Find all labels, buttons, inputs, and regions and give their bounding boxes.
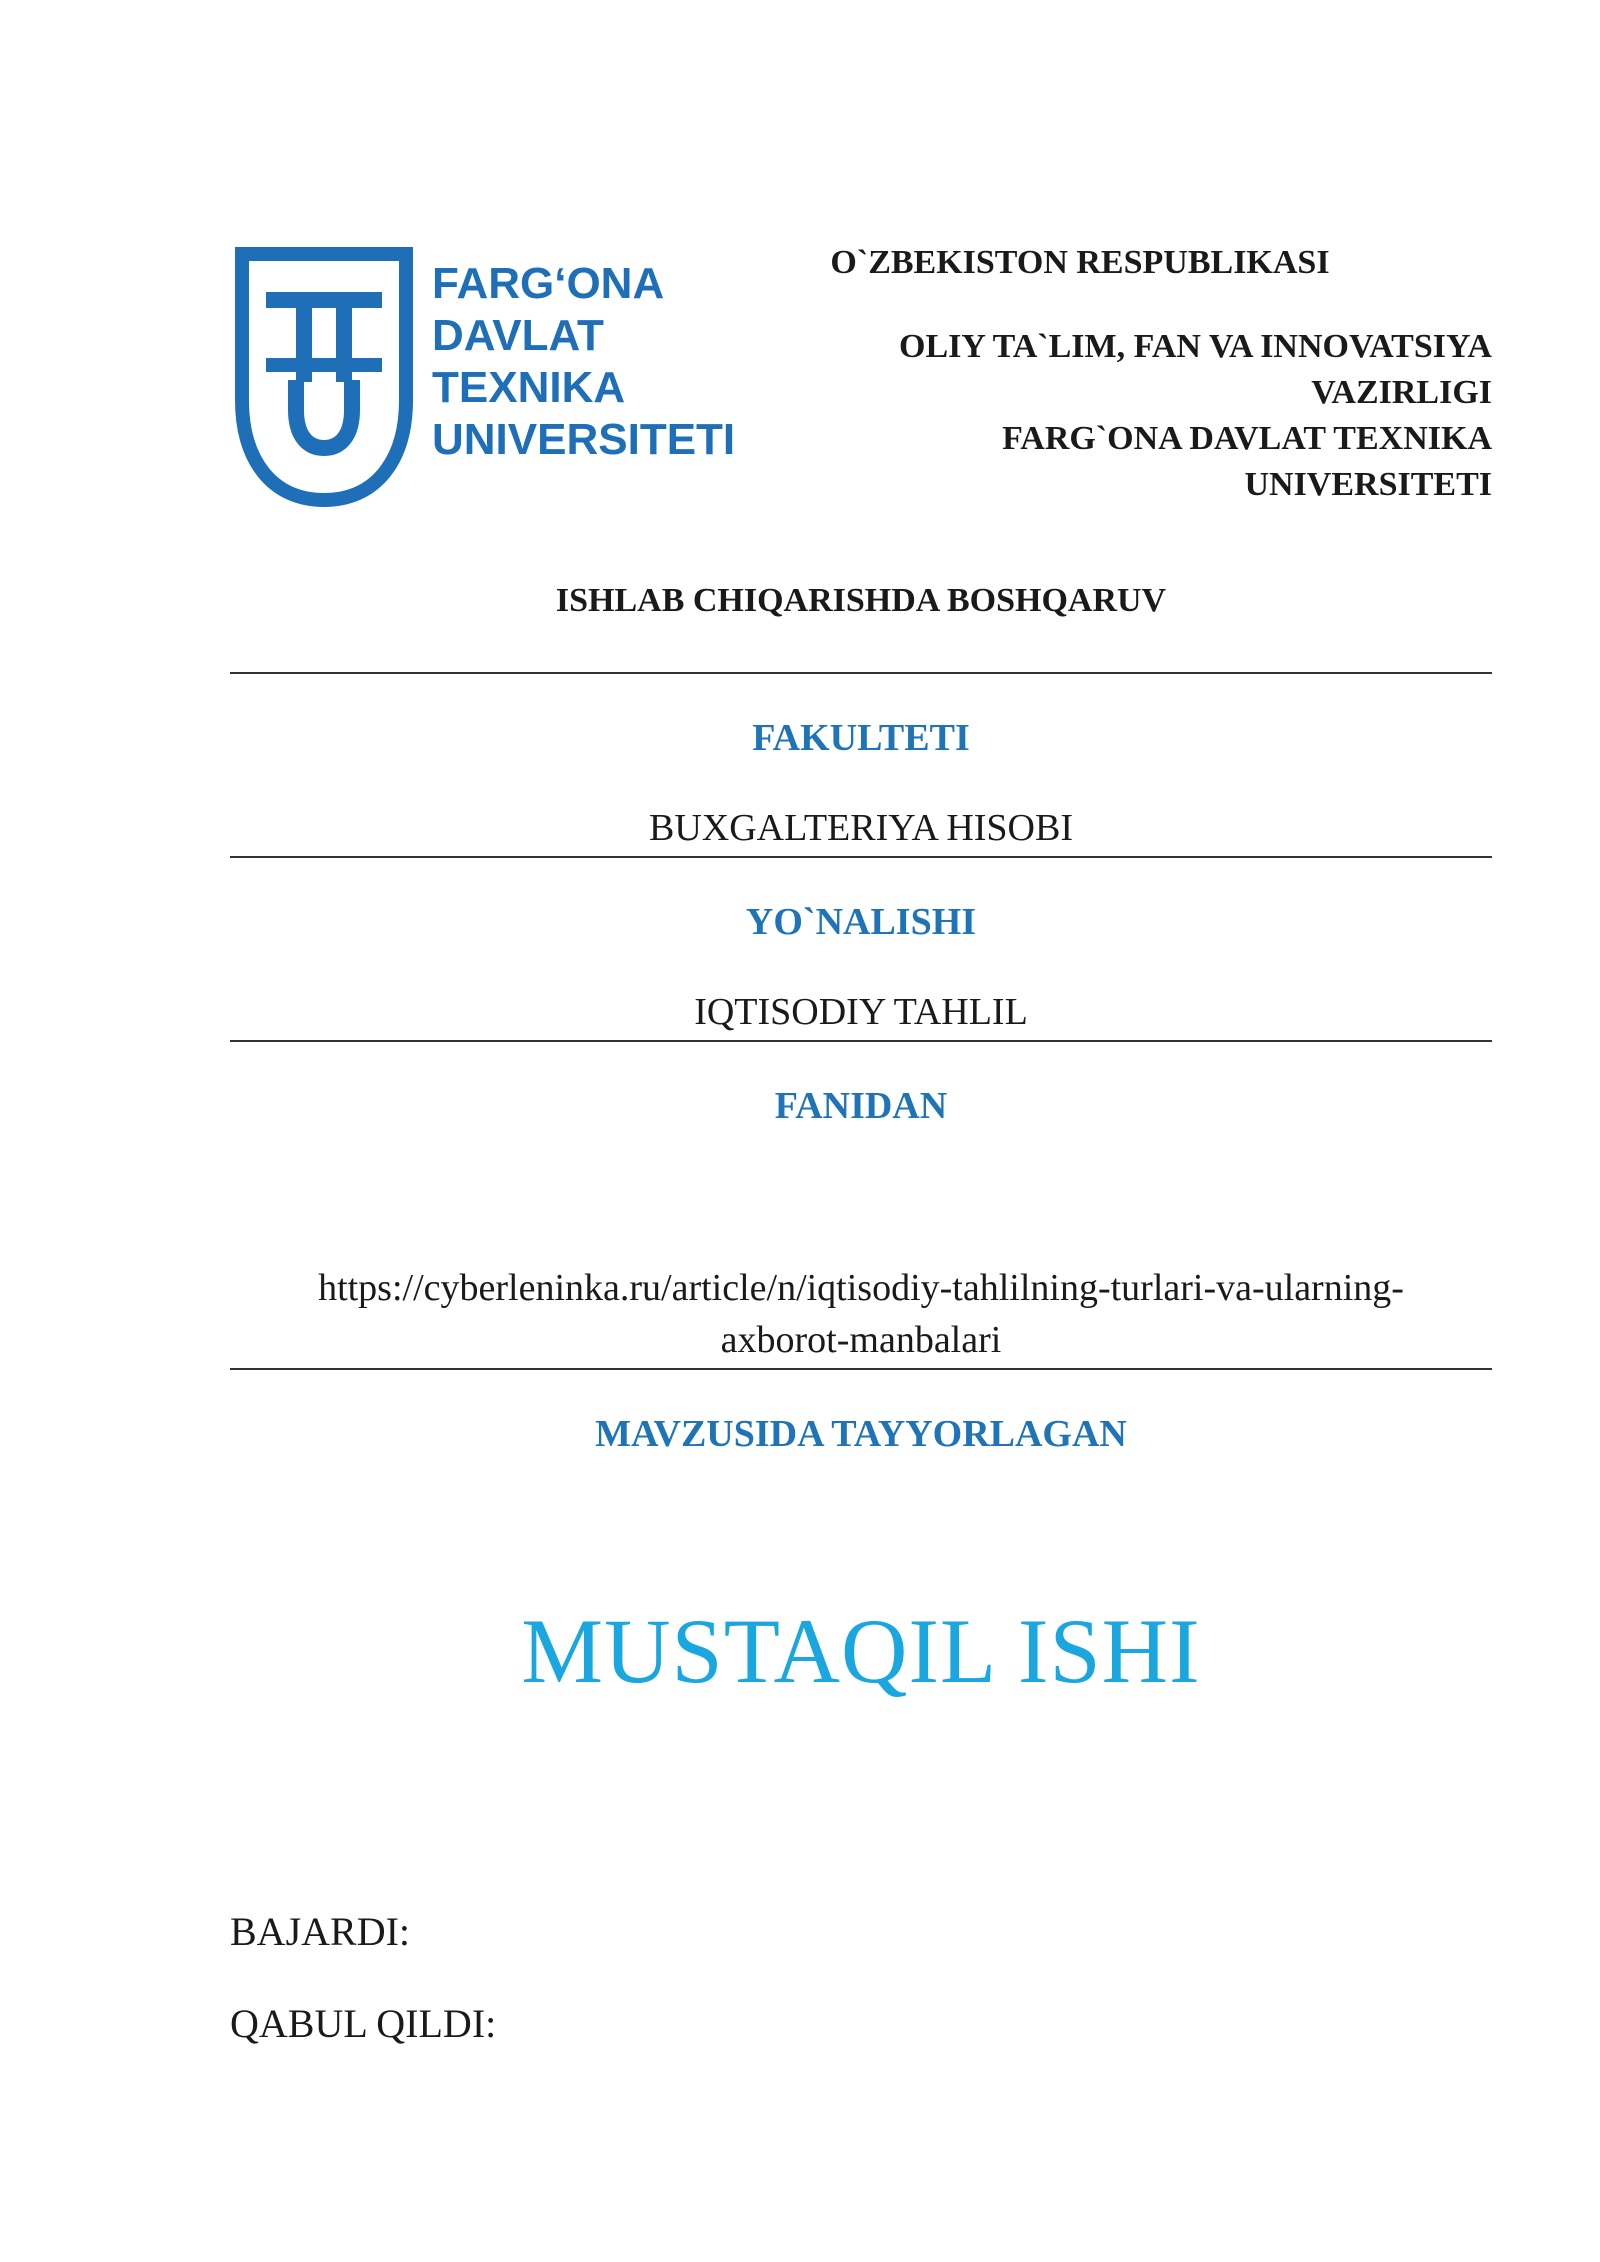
subject-underline: [230, 1040, 1492, 1042]
topic-url-line-2: axborot-manbalari: [720, 1319, 1002, 1361]
topic-url-line-1: https://cyberleninka.ru/article/n/iqtisodiy-tahlilning-turlari-va-ularning-: [318, 1267, 1404, 1309]
university-emblem-icon: [236, 250, 736, 510]
university-line-2: UNIVERSITETI: [1244, 466, 1492, 503]
faculty-underline: [230, 672, 1492, 674]
direction-value: BUXGALTERIYA HISOBI: [648, 807, 1073, 849]
logo-text-line: DAVLAT: [432, 311, 604, 360]
direction-label: YO`NALISHI: [745, 901, 977, 943]
university-logo: [236, 250, 736, 510]
header-institution-block: [780, 240, 1492, 508]
republic-name: O`ZBEKISTON RESPUBLIKASI: [830, 244, 1330, 281]
subject-value: IQTISODIY TAHLIL: [694, 991, 1028, 1033]
ministry-line-2: VAZIRLIGI: [1311, 374, 1492, 411]
logo-text-line: UNIVERSITETI: [432, 415, 736, 464]
faculty-label: FAKULTETI: [752, 717, 970, 759]
accepted-by-label: QABUL QILDI:: [230, 2001, 497, 2046]
subject-label: FANIDAN: [774, 1085, 948, 1127]
topic-label: MAVZUSIDA TAYYORLAGAN: [595, 1413, 1127, 1455]
topic-underline: [230, 1368, 1492, 1370]
ministry-line-1: OLIY TA`LIM, FAN VA INNOVATSIYA: [899, 328, 1492, 365]
logo-text-line: TEXNIKA: [432, 363, 626, 412]
university-line-1: FARG`ONA DAVLAT TEXNIKA: [1002, 420, 1492, 457]
done-by-label: BAJARDI:: [230, 1909, 411, 1954]
faculty-value: ISHLAB CHIQARISHDA BOSHQARUV: [555, 582, 1167, 619]
document-title: MUSTAQIL ISHI: [521, 1600, 1201, 1702]
logo-text-line: FARG‘ONA: [432, 259, 665, 308]
direction-underline: [230, 856, 1492, 858]
